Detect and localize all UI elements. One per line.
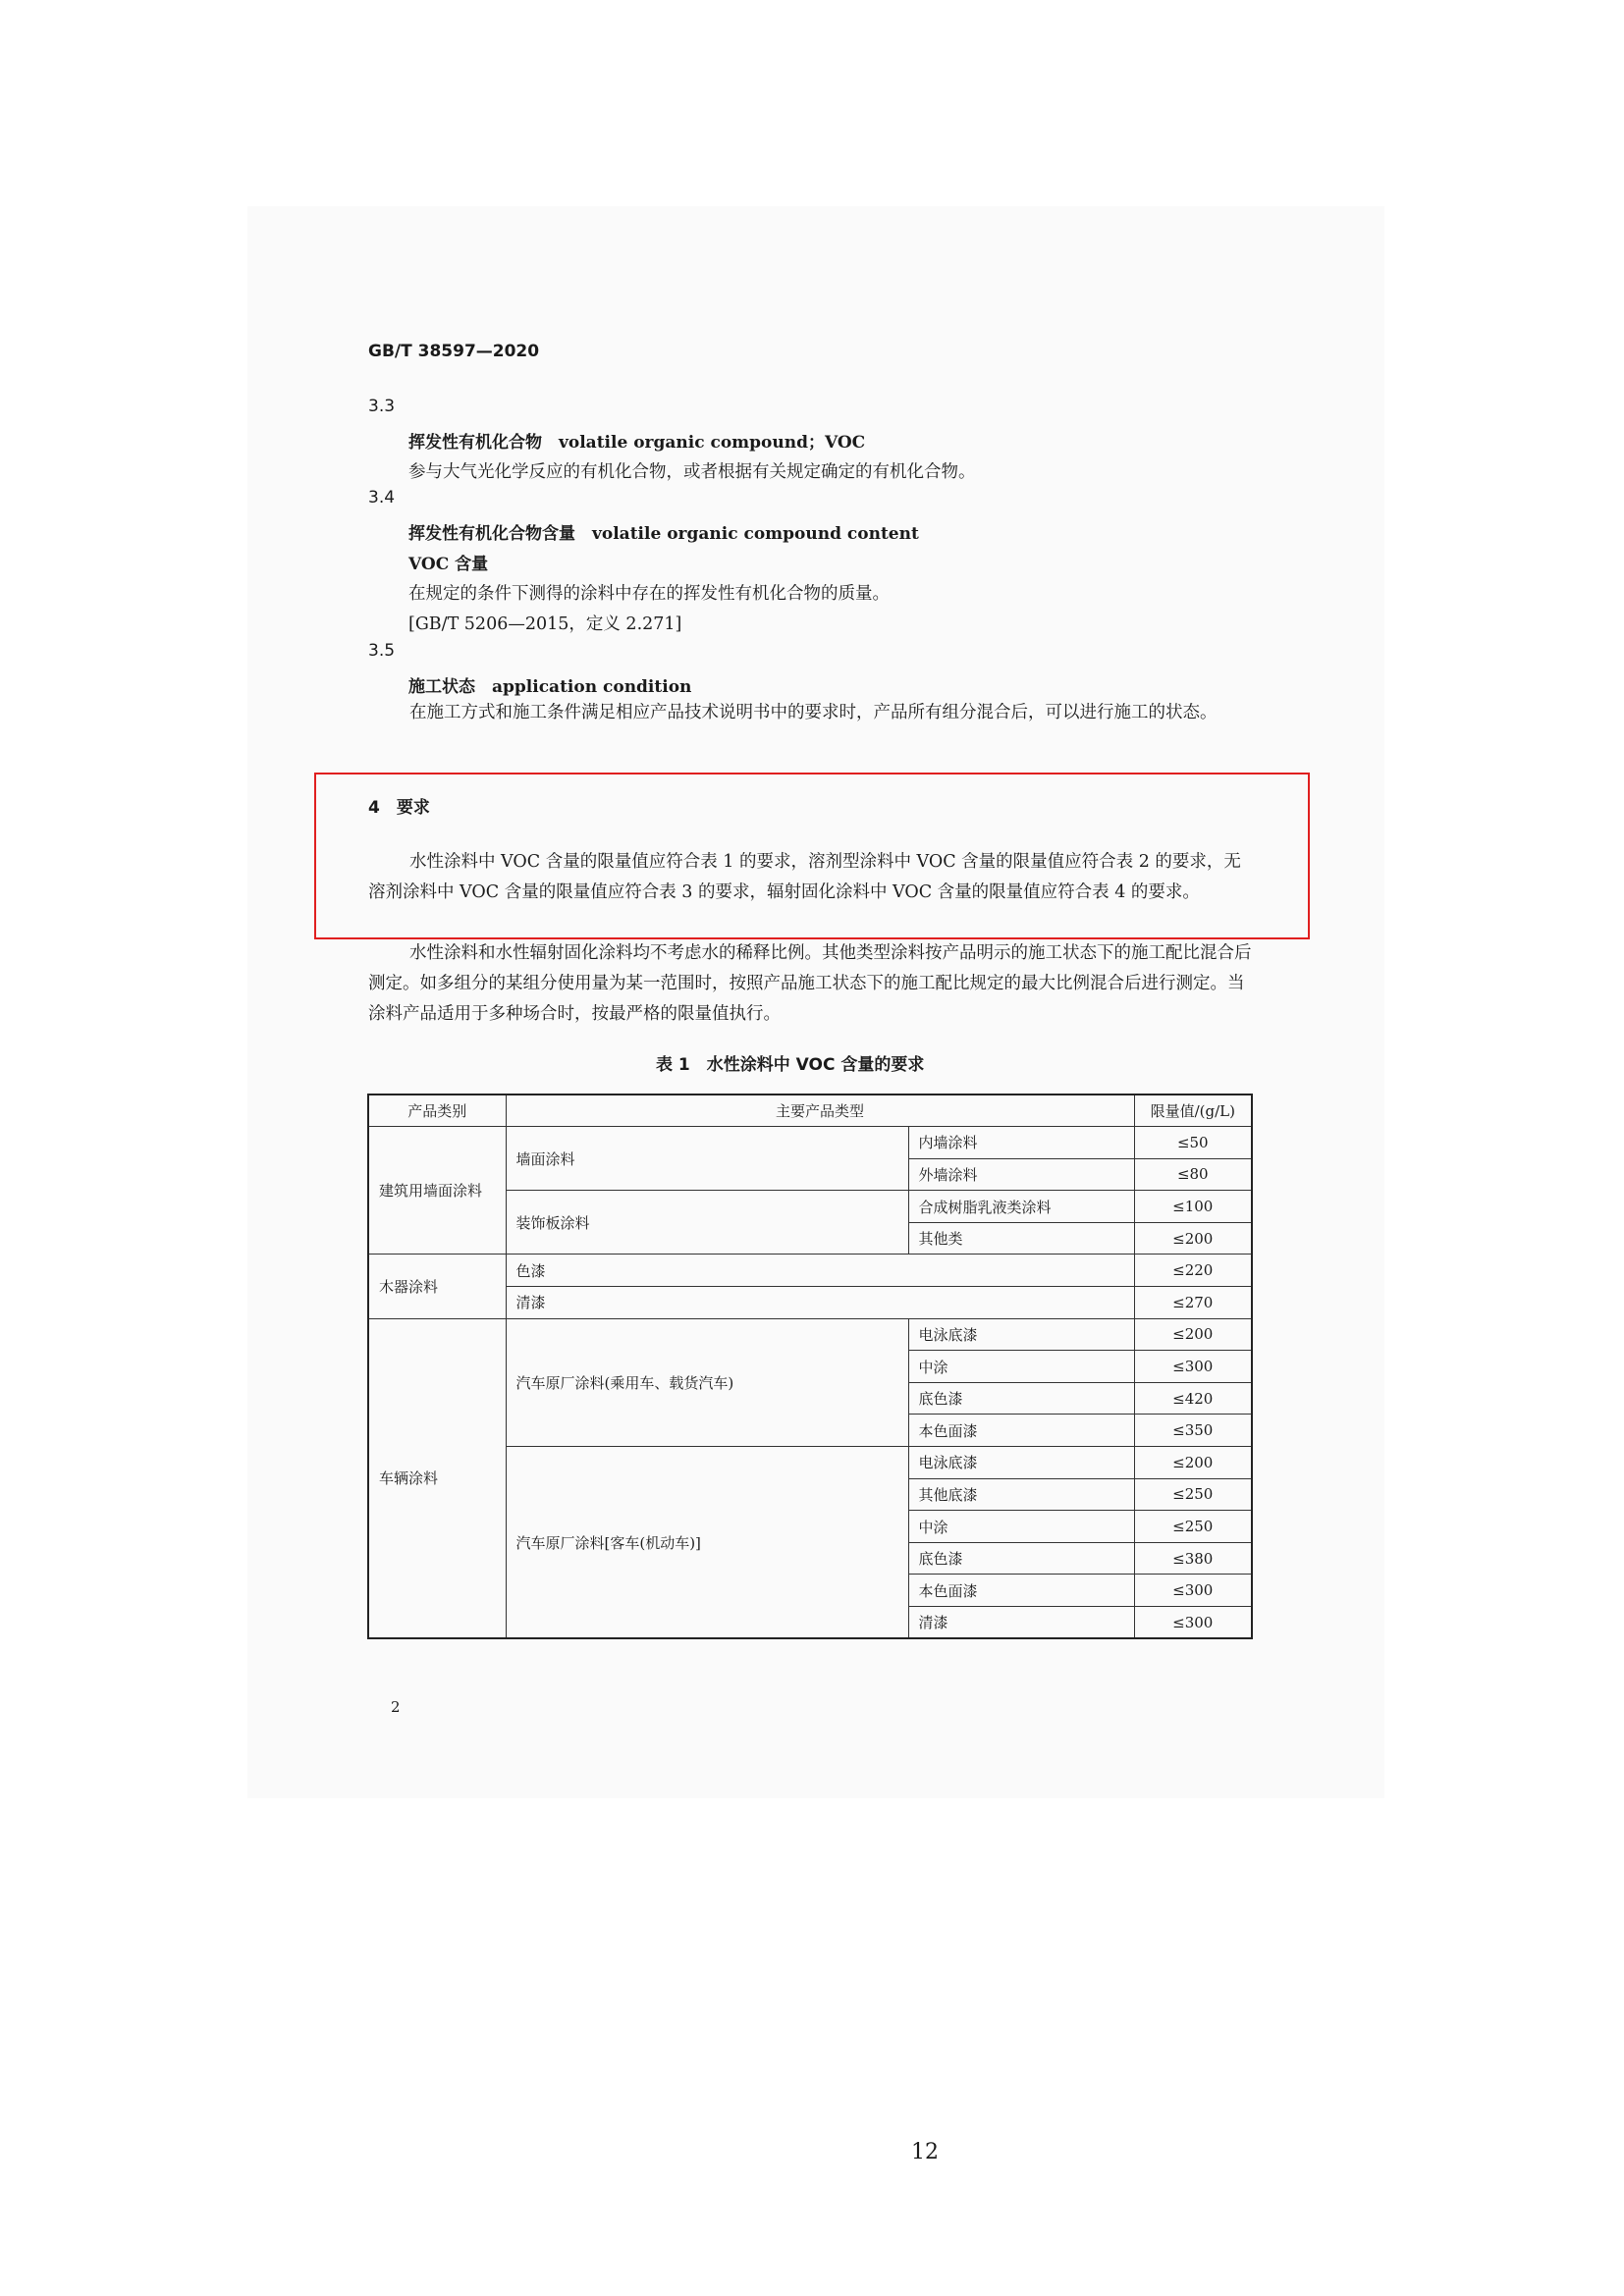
type-cell: 清漆 xyxy=(506,1287,1134,1319)
subtype-cell: 外墙涂料 xyxy=(908,1158,1134,1191)
type-cell: 色漆 xyxy=(506,1255,1134,1287)
category-cell: 木器涂料 xyxy=(368,1255,506,1318)
standard-number: GB/T 38597—2020 xyxy=(368,342,540,361)
section-number-3-5: 3.5 xyxy=(368,641,396,661)
voc-requirements-table xyxy=(367,1094,1253,1639)
requirements-paragraph-1: 水性涂料中 VOC 含量的限量值应符合表 1 的要求，溶剂型涂料中 VOC 含量的限量值应符合表 2 的要求，无溶剂涂料中 VOC 含量的限量值应符合表 3 的要求，辐射固化涂料中 VOC 含量的限量值应符合表 4 的要求。 xyxy=(368,852,1241,902)
limit-cell: ≤80 xyxy=(1134,1158,1252,1191)
limit-cell: ≤300 xyxy=(1134,1607,1252,1639)
table-title: 表 1 水性涂料中 VOC 含量的要求 xyxy=(656,1055,925,1075)
limit-cell: ≤250 xyxy=(1134,1478,1252,1511)
limit-cell: ≤270 xyxy=(1134,1287,1252,1319)
highlight-annotation-box xyxy=(314,773,1310,939)
limit-cell: ≤420 xyxy=(1134,1382,1252,1415)
subtype-cell: 其他类 xyxy=(908,1222,1134,1255)
type-cell: 汽车原厂涂料[客车(机动车)] xyxy=(506,1447,908,1639)
table-row xyxy=(368,1318,1252,1351)
section-heading-requirements: 4 要求 xyxy=(368,798,430,818)
limit-cell: ≤50 xyxy=(1134,1127,1252,1159)
subtype-cell: 底色漆 xyxy=(908,1382,1134,1415)
limit-cell: ≤300 xyxy=(1134,1351,1252,1383)
limit-cell: ≤300 xyxy=(1134,1575,1252,1607)
term-application-condition: 施工状态 application condition xyxy=(408,677,692,697)
subtype-cell: 底色漆 xyxy=(908,1542,1134,1575)
section-number-3-4: 3.4 xyxy=(368,488,396,507)
limit-cell: ≤200 xyxy=(1134,1222,1252,1255)
term-voc-content: 挥发性有机化合物含量 volatile organic compound content xyxy=(408,524,919,544)
definition-voc-content: 在规定的条件下测得的涂料中存在的挥发性有机化合物的质量。 xyxy=(408,584,890,604)
subtype-cell: 电泳底漆 xyxy=(908,1447,1134,1479)
type-cell: 装饰板涂料 xyxy=(506,1191,908,1255)
subtype-cell: 内墙涂料 xyxy=(908,1127,1134,1159)
table-row xyxy=(368,1255,1252,1287)
header-limit: 限量值/(g/L) xyxy=(1134,1095,1252,1127)
type-cell: 墙面涂料 xyxy=(506,1127,908,1191)
requirements-paragraph-2: 水性涂料和水性辐射固化涂料均不考虑水的稀释比例。其他类型涂料按产品明示的施工状态下的施工配比混合后测定。如多组分的某组分使用量为某一范围时，按照产品施工状态下的施工配比规定的最大比例混合后进行测定。当涂料产品适用于多种场合时，按最严格的限量值执行。 xyxy=(368,943,1252,1024)
limit-cell: ≤380 xyxy=(1134,1542,1252,1575)
definition-voc: 参与大气光化学反应的有机化合物，或者根据有关规定确定的有机化合物。 xyxy=(408,462,976,482)
limit-cell: ≤200 xyxy=(1134,1447,1252,1479)
type-cell: 汽车原厂涂料(乘用车、载货汽车) xyxy=(506,1318,908,1446)
subtype-cell: 合成树脂乳液类涂料 xyxy=(908,1191,1134,1223)
subtype-cell: 电泳底漆 xyxy=(908,1318,1134,1351)
limit-cell: ≤200 xyxy=(1134,1318,1252,1351)
header-category: 产品类别 xyxy=(368,1095,506,1127)
header-product-type: 主要产品类型 xyxy=(506,1095,1134,1127)
reference-note: [GB/T 5206—2015，定义 2.271] xyxy=(408,614,682,634)
subtype-cell: 本色面漆 xyxy=(908,1575,1134,1607)
subtype-cell: 其他底漆 xyxy=(908,1478,1134,1511)
subtype-cell: 本色面漆 xyxy=(908,1415,1134,1447)
limit-cell: ≤220 xyxy=(1134,1255,1252,1287)
table-row xyxy=(368,1127,1252,1159)
definition-application-condition: 在施工方式和施工条件满足相应产品技术说明书中的要求时，产品所有组分混合后，可以进行施工的状态。 xyxy=(409,703,1218,722)
category-cell: 车辆涂料 xyxy=(368,1318,506,1638)
section-number-3-3: 3.3 xyxy=(368,397,396,416)
subtype-cell: 清漆 xyxy=(908,1607,1134,1639)
term-voc-content-alt: VOC 含量 xyxy=(408,555,489,574)
limit-cell: ≤350 xyxy=(1134,1415,1252,1447)
subtype-cell: 中涂 xyxy=(908,1511,1134,1543)
term-voc: 挥发性有机化合物 volatile organic compound；VOC xyxy=(408,433,866,453)
inner-page-number: 2 xyxy=(391,1698,401,1716)
page-number: 12 xyxy=(911,2140,939,2164)
subtype-cell: 中涂 xyxy=(908,1351,1134,1383)
category-cell: 建筑用墙面涂料 xyxy=(368,1127,506,1255)
limit-cell: ≤250 xyxy=(1134,1511,1252,1543)
limit-cell: ≤100 xyxy=(1134,1191,1252,1223)
table-header-row xyxy=(368,1095,1252,1127)
